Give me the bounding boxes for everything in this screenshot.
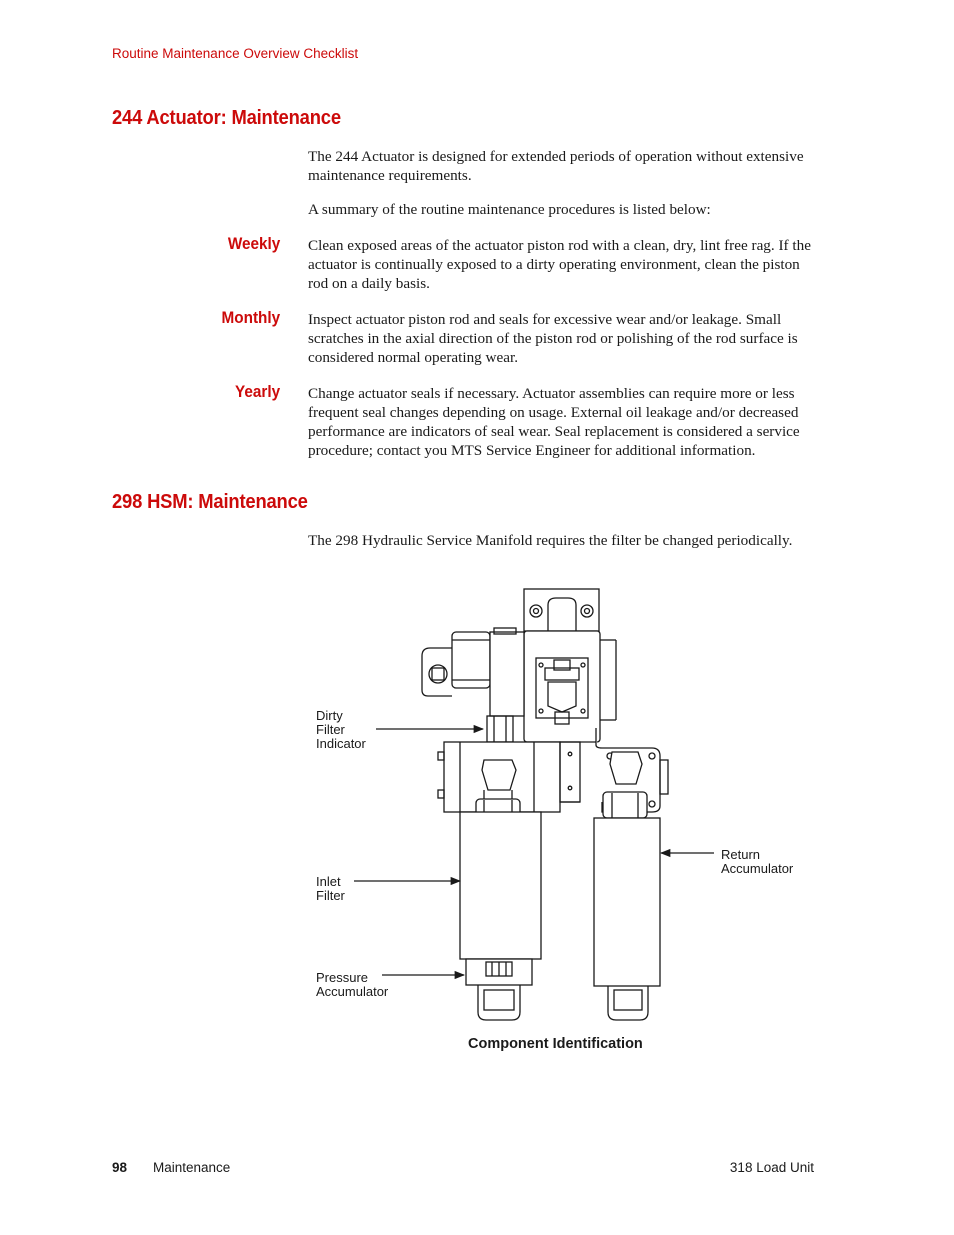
callout-inlet-filter: Inlet Filter: [316, 874, 345, 903]
footer-chapter: Maintenance: [153, 1160, 231, 1175]
weekly-text: Clean exposed areas of the actuator piston rod with a clean, dry, lint free rag. If the actuator is continually exposed to a dirty operating environment, clean the piston rod on a daily basis.: [308, 237, 811, 292]
weekly-label: Weekly: [227, 234, 280, 253]
hsm-drawing: [300, 585, 820, 1030]
page-number: 98: [112, 1160, 128, 1175]
section-title-hsm: 298 HSM: Maintenance: [112, 491, 308, 513]
actuator-summary: A summary of the routine maintenance procedures is listed below:: [308, 201, 711, 218]
component-figure: [300, 585, 820, 1030]
hsm-intro: The 298 Hydraulic Service Manifold requires the filter be changed periodically.: [308, 532, 793, 549]
callout-dirty-filter-indicator: Dirty Filter Indicator: [316, 708, 366, 751]
monthly-label: Monthly: [221, 308, 280, 327]
section-title-actuator: 244 Actuator: Maintenance: [112, 107, 341, 129]
callout-return-accumulator: Return Accumulator: [721, 847, 794, 876]
monthly-text: Inspect actuator piston rod and seals for excessive wear and/or leakage. Small scratches in the axial direction of the piston rod or polishing of the rod surface is considered normal operating wear.: [308, 311, 798, 366]
footer-product: 318 Load Unit: [729, 1160, 814, 1175]
yearly-text: Change actuator seals if necessary. Actuator assemblies can require more or less frequent seal changes depending on usage. External oil leakage and/or decreased performance are indicators of seal wear. Seal replacement is considered a service procedure; contact you MTS Service Engineer for additional information.: [308, 385, 800, 459]
figure-caption: Component Identification: [468, 1036, 643, 1052]
callout-pressure-accumulator: Pressure Accumulator: [316, 970, 389, 999]
breadcrumb[interactable]: Routine Maintenance Overview Checklist: [112, 46, 359, 61]
actuator-intro: The 244 Actuator is designed for extended periods of operation without extensive maintenance requirements.: [308, 148, 804, 184]
yearly-label: Yearly: [234, 382, 280, 401]
